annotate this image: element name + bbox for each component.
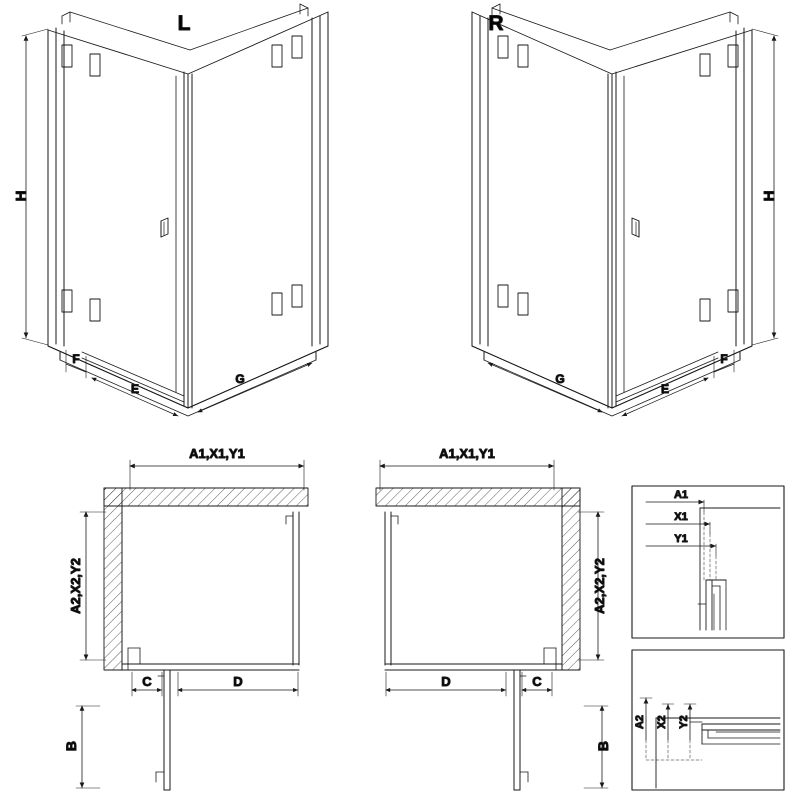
- plan-left-top-dim-label: A1,X1,Y1: [189, 446, 245, 461]
- plan-right-C-label: C: [532, 674, 542, 689]
- detail-bottom-A2-label: A2: [634, 714, 646, 730]
- plan-right-D-label: D: [441, 674, 451, 689]
- iso-view-left: [13, 4, 328, 416]
- plan-left-C-label: C: [142, 674, 152, 689]
- detail-top-Y1-label: Y1: [674, 533, 688, 545]
- plan-left-side-dim-label: A2,X2,Y2: [68, 558, 83, 614]
- iso-right-height-label: H: [761, 190, 778, 202]
- detail-view-bottom: [632, 650, 784, 790]
- detail-top-X1-label: X1: [674, 511, 688, 523]
- iso-left-G-label: G: [235, 372, 245, 386]
- plan-left-D-label: D: [233, 674, 243, 689]
- detail-bottom-X2-label: X2: [656, 715, 668, 729]
- iso-right-G-label: G: [555, 372, 565, 386]
- iso-view-right: [472, 4, 778, 416]
- detail-top-A1-label: A1: [673, 489, 689, 501]
- iso-right-variant-label: R: [488, 12, 504, 35]
- iso-left-variant-label: L: [177, 12, 191, 35]
- iso-left-F-label: F: [72, 352, 80, 366]
- plan-right-side-dim-label: A2,X2,Y2: [592, 558, 607, 614]
- plan-left-B-label: B: [63, 740, 79, 752]
- iso-left-height-label: H: [13, 190, 30, 202]
- plan-view-left: [63, 446, 308, 790]
- iso-left-E-label: E: [130, 382, 140, 396]
- iso-right-F-label: F: [720, 352, 728, 366]
- plan-view-right: [376, 446, 611, 790]
- plan-right-B-label: B: [595, 740, 611, 752]
- detail-bottom-Y2-label: Y2: [678, 715, 690, 729]
- iso-right-E-label: E: [660, 382, 670, 396]
- plan-right-top-dim-label: A1,X1,Y1: [439, 446, 495, 461]
- detail-view-top: [632, 486, 784, 638]
